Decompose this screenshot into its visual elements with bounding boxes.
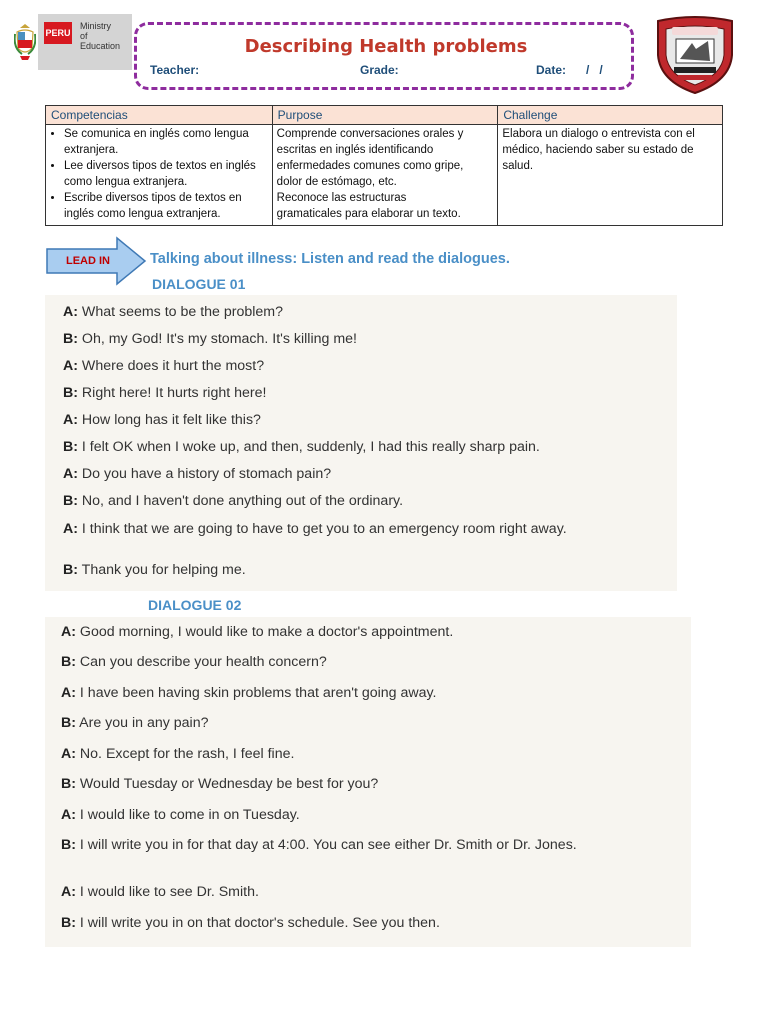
dialogue-text: Good morning, I would like to make a doctor's appointment. [75, 624, 454, 640]
dialogue-line [61, 655, 683, 670]
dialogue-line [61, 916, 683, 931]
speaker-label: B: [61, 915, 76, 931]
purpose-cell: Comprende conversaciones orales y escritas en inglés identificando enfermedades comunes como gripe, dolor de estómago, etc. Reconoce las estructuras gramaticales para elaborar un texto. [272, 125, 498, 226]
dialogue-01-title: DIALOGUE 01 [152, 276, 246, 292]
speaker-label: A: [63, 412, 78, 428]
speaker-label: A: [61, 746, 76, 762]
speaker-label: B: [61, 837, 76, 853]
dialogue-line [61, 716, 683, 731]
speaker-label: A: [63, 304, 78, 320]
competencies-table [45, 105, 723, 226]
dialogue-text: Do you have a history of stomach pain? [77, 466, 332, 482]
dialogue-line [61, 885, 683, 900]
dialogue-text: No. Except for the rash, I feel fine. [75, 746, 295, 762]
dialogue-line [61, 838, 683, 853]
dialogue-line [63, 494, 663, 509]
speaker-label: B: [63, 562, 78, 578]
teacher-label: Teacher: [150, 63, 200, 77]
speaker-label: A: [61, 624, 76, 640]
dialogue-text: Right here! It hurts right here! [77, 385, 267, 401]
dialogue-text: Where does it hurt the most? [77, 358, 265, 374]
grade-label: Grade: [360, 63, 399, 77]
competencia-item: • Escribe diversos tipos de textos en inglés como lengua extranjera. [64, 190, 268, 222]
speaker-label: A: [63, 358, 78, 374]
date-label: Date: [536, 63, 567, 77]
speaker-label: A: [61, 884, 76, 900]
peru-coat-of-arms-icon [14, 22, 36, 64]
lead-in-badge: LEAD IN [66, 255, 110, 267]
speaker-label: A: [61, 685, 76, 701]
speaker-label: A: [63, 466, 78, 482]
dialogue-line [63, 386, 663, 401]
speaker-label: B: [61, 776, 76, 792]
dialogue-text: I felt OK when I woke up, and then, suddenly, I had this really sharp pain. [77, 439, 540, 455]
peru-label: PERU [44, 22, 72, 44]
table-header-challenge: Challenge [498, 106, 723, 125]
dialogue-line [63, 305, 663, 320]
dialogue-line [63, 440, 663, 455]
dialogue-text: I would like to come in on Tuesday. [75, 807, 300, 823]
dialogue-line [61, 777, 683, 792]
speaker-label: B: [63, 493, 78, 509]
dialogue-line [61, 686, 683, 701]
dialogue-line [63, 563, 663, 578]
speaker-label: A: [63, 521, 78, 537]
competencia-item: • Se comunica en inglés como lengua extranjera. [64, 126, 268, 158]
dialogue-text: What seems to be the problem? [77, 304, 284, 320]
dialogue-line [61, 808, 683, 823]
dialogue-text: I have been having skin problems that aren't going away. [75, 685, 437, 701]
dialogue-line [61, 747, 683, 762]
dialogue-line [63, 332, 663, 347]
speaker-label: B: [63, 385, 78, 401]
competencia-item: • Lee diversos tipos de textos en inglés como lengua extranjera. [64, 158, 268, 190]
dialogue-line [63, 522, 663, 537]
dialogue-02-title: DIALOGUE 02 [148, 597, 242, 613]
challenge-cell: Elabora un dialogo o entrevista con el médico, haciendo saber su estado de salud. [498, 125, 723, 226]
dialogue-text: No, and I haven't done anything out of the ordinary. [77, 493, 404, 509]
dialogue-text: I will write you in on that doctor's schedule. See you then. [75, 915, 440, 931]
table-header-competencias: Competencias [46, 106, 273, 125]
dialogue-line [63, 359, 663, 374]
dialogue-line [63, 413, 663, 428]
dialogue-line [61, 625, 683, 640]
page-title: Describing Health problems [244, 36, 528, 57]
speaker-label: B: [61, 654, 76, 670]
dialogue-text: I would like to see Dr. Smith. [75, 884, 259, 900]
speaker-label: B: [63, 331, 78, 347]
table-header-purpose: Purpose [272, 106, 498, 125]
dialogue-text: Would Tuesday or Wednesday be best for you? [75, 776, 379, 792]
competencias-cell [46, 125, 273, 226]
dialogue-text: How long has it felt like this? [77, 412, 261, 428]
school-shield-icon [652, 15, 738, 95]
speaker-label: B: [61, 715, 76, 731]
dialogue-text: Are you in any pain? [75, 715, 209, 731]
dialogue-line [63, 467, 663, 482]
dialogue-text: Oh, my God! It's my stomach. It's killing me! [77, 331, 357, 347]
dialogue-text: I think that we are going to have to get you to an emergency room right away. [77, 521, 567, 537]
lead-in-heading: Talking about illness: Listen and read the dialogues. [150, 251, 510, 267]
dialogue-text: Thank you for helping me. [77, 562, 246, 578]
date-slashes: / / [586, 63, 603, 77]
dialogue-text: Can you describe your health concern? [75, 654, 327, 670]
speaker-label: B: [63, 439, 78, 455]
speaker-label: A: [61, 807, 76, 823]
dialogue-text: I will write you in for that day at 4:00. You can see either Dr. Smith or Dr. Jones. [75, 837, 577, 853]
ministry-label: Ministry of Education [80, 21, 121, 51]
